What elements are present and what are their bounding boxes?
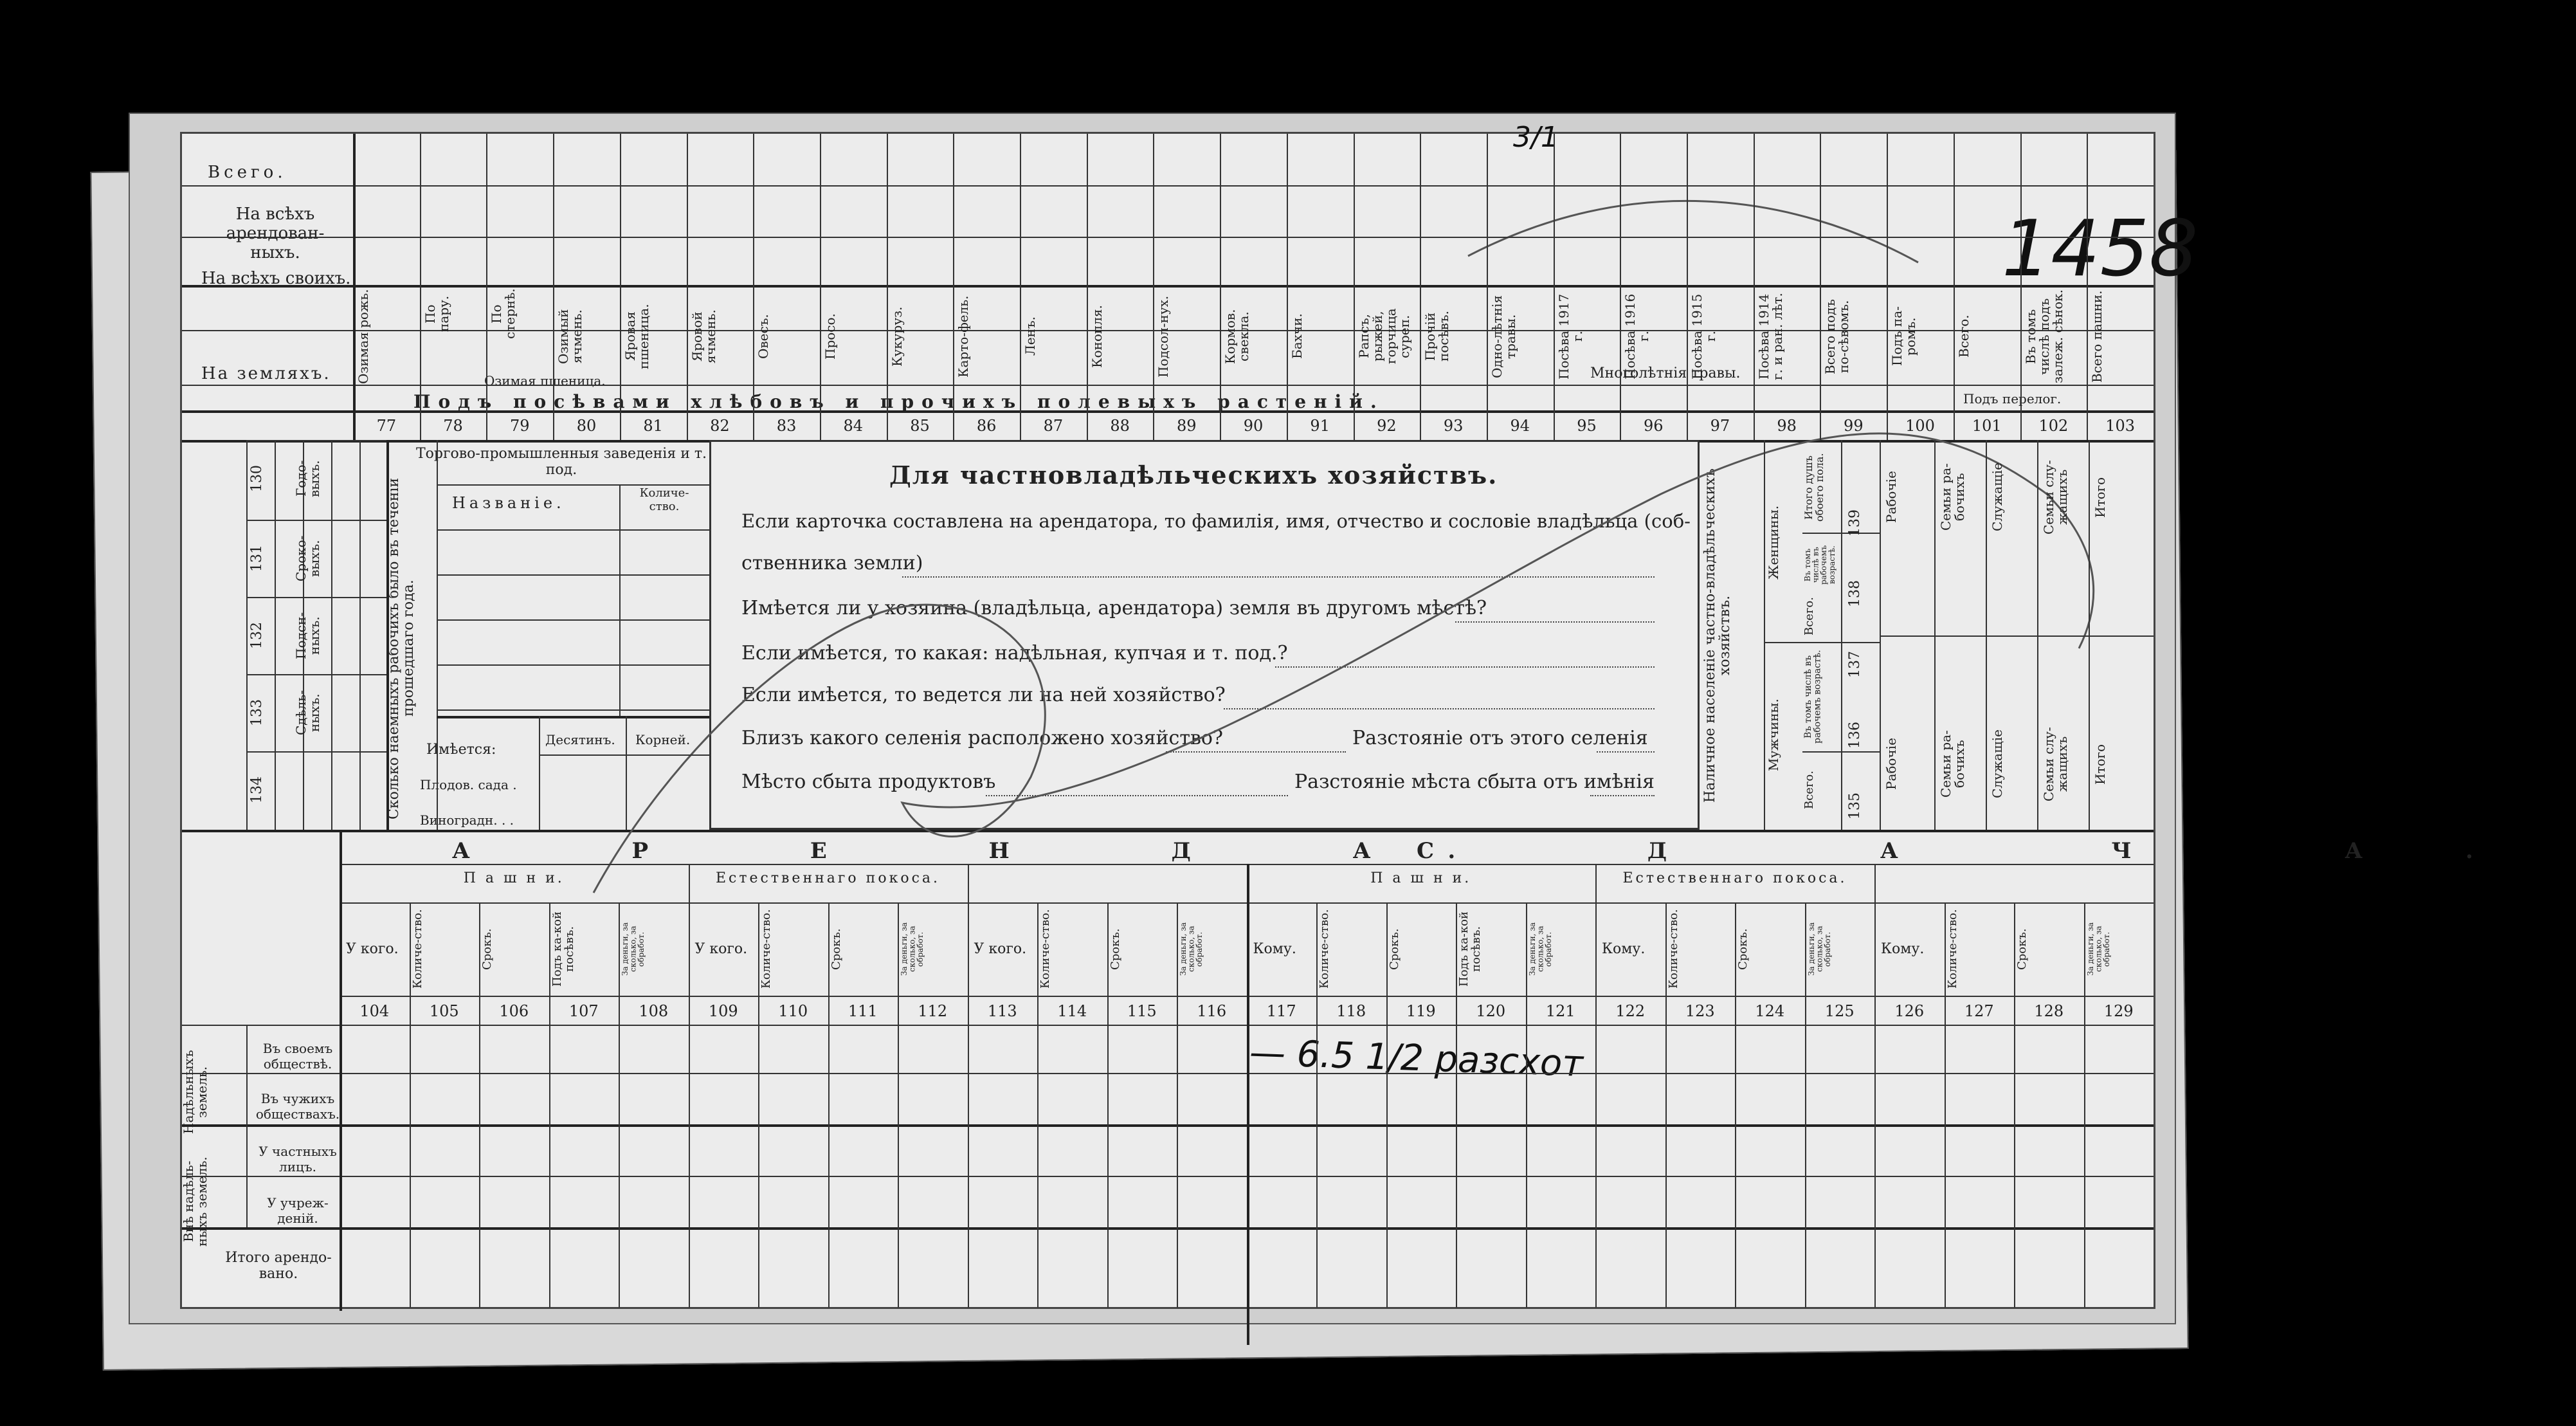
- grid-line: [182, 237, 2154, 238]
- right-col-label: Итого: [2092, 477, 2108, 518]
- row-vne-nadel: Внѣ надѣль-ныхъ земель.: [181, 1156, 210, 1247]
- grid-line: [1954, 134, 1955, 440]
- grid-line: [1880, 440, 1881, 830]
- right-col-label: Служащіе: [1990, 729, 2005, 799]
- bottom-col-number: 113: [987, 1002, 1017, 1020]
- private-q3: Если имѣется, то какая: надѣльная, купчая и т. под.?: [741, 642, 1288, 664]
- crop-number: 78: [443, 417, 463, 435]
- row-u-chastnyh: У частныхъ лицъ.: [259, 1144, 337, 1175]
- right-col-label: Итого: [2092, 744, 2108, 785]
- row-label-na-zemlyah: На земляхъ.: [201, 364, 331, 383]
- crop-label: Посѣва 1915 г.: [1689, 293, 1719, 379]
- bottom-col-head: За деньги, за сколько, за обработ.: [621, 922, 646, 976]
- crop-number: 86: [976, 417, 997, 435]
- crop-number: 103: [2105, 417, 2136, 435]
- grid-line: [1177, 902, 1178, 1308]
- crop-label: Всего подъ по-сѣвомъ.: [1822, 298, 1852, 374]
- population-number: 136: [1847, 722, 1863, 749]
- population-number: 135: [1847, 792, 1863, 819]
- grid-line: [687, 134, 688, 440]
- bottom-col-number: 116: [1197, 1002, 1227, 1020]
- bottom-col-head: Срокъ.: [1108, 928, 1122, 970]
- crop-number: 87: [1043, 417, 1064, 435]
- trade-title: Торгово-промышленныя заведенія и т. под.: [415, 446, 707, 478]
- crop-number: 99: [1844, 417, 1864, 435]
- grid-line: [1087, 134, 1088, 440]
- grid-line: [1554, 134, 1555, 440]
- bottom-col-number: 124: [1755, 1002, 1785, 1020]
- private-q5b: Разстояніе отъ этого селенія: [1352, 727, 1648, 749]
- bottom-col-head: У кого.: [694, 941, 748, 957]
- grid-line: [246, 440, 386, 441]
- grid-line: [1220, 134, 1221, 440]
- bottom-col-number: 112: [918, 1002, 948, 1020]
- private-q5: Близъ какого селенія расположено хозяйство?: [741, 727, 1223, 749]
- grid-line: [1620, 134, 1621, 440]
- trade-vinograd: Виноградн. . .: [420, 812, 514, 828]
- bottom-col-head: За деньги, за сколько, за обработ.: [1527, 922, 1553, 976]
- bottom-group-title: П а ш н и.: [1370, 870, 1472, 886]
- grid-line: [420, 134, 421, 440]
- bottom-col-head: Срокъ.: [829, 928, 843, 970]
- grid-line: [437, 484, 709, 486]
- grid-line: [437, 709, 709, 711]
- crop-label: Овесъ.: [756, 314, 772, 359]
- grid-line: [1764, 440, 1765, 830]
- right-col-label: Семьи слу-жащихъ: [2041, 727, 2070, 801]
- crop-label: Ленъ.: [1022, 316, 1039, 356]
- bottom-col-head: За деньги, за сколько, за обработ.: [900, 922, 925, 976]
- grid-line: [898, 902, 899, 1308]
- grid-line: [539, 716, 540, 830]
- crop-label: Яровая пшеница.: [622, 304, 651, 369]
- trade-korney: Корней.: [635, 732, 691, 747]
- grid-line: [753, 134, 754, 440]
- private-q1b: ственника земли): [741, 552, 923, 574]
- mid-left-label: [295, 758, 346, 822]
- bottom-col-number: 114: [1057, 1002, 1087, 1020]
- trade-name-col: Названіе.: [452, 494, 565, 512]
- crop-number: 77: [376, 417, 397, 435]
- stamp-small: 3/1: [1513, 121, 1559, 154]
- grid-line: [340, 830, 342, 1311]
- crop-number: 88: [1110, 417, 1130, 435]
- grid-line: [1934, 440, 1936, 830]
- grid-line: [2037, 440, 2038, 830]
- sdacha-title: С Д А Ч А.: [1417, 838, 2576, 864]
- crop-number: 83: [776, 417, 797, 435]
- population-women: Женщины.: [1766, 505, 1781, 580]
- bottom-col-head: У кого.: [974, 941, 1027, 957]
- bottom-col-head: Подъ ка-кой посѣвъ.: [1457, 911, 1483, 987]
- bottom-col-number: 126: [1894, 1002, 1925, 1020]
- right-col-label: Семьи ра-бочихъ: [1938, 730, 1967, 798]
- private-q2: Имѣется ли у хозяина (владѣльца, арендатора) земля въ другомъ мѣстѣ?: [741, 597, 1487, 619]
- grid-line: [1420, 134, 1421, 440]
- bottom-col-head: Количе-ство.: [759, 909, 773, 989]
- grid-line: [2020, 134, 2022, 440]
- bottom-group-title: Естественнаго покоса.: [715, 870, 940, 886]
- mid-left-number: 131: [249, 545, 265, 572]
- crop-number: 98: [1777, 417, 1797, 435]
- grid-line: [437, 440, 438, 830]
- crop-label: Конопля.: [1089, 305, 1105, 368]
- crop-number: 93: [1443, 417, 1464, 435]
- crop-label: По стернѣ.: [489, 288, 518, 340]
- grid-line: [1153, 134, 1154, 440]
- grid-line: [626, 716, 627, 830]
- crop-number: 94: [1510, 417, 1530, 435]
- right-col-label: Рабочіе: [1883, 738, 1899, 791]
- grid-line: [1687, 134, 1688, 440]
- mid-left-number: 130: [249, 465, 265, 492]
- crop-number: 84: [843, 417, 864, 435]
- grid-line: [1487, 134, 1488, 440]
- grid-line: [386, 440, 389, 830]
- bottom-col-number: 107: [568, 1002, 599, 1020]
- population-title: Наличное населеніе частно-владѣльческихъ хозяйствъ.: [1702, 468, 1734, 803]
- mid-left-label: Годо-выхъ.: [293, 460, 322, 497]
- mid-left-label: Подсн-ныхъ.: [293, 612, 322, 659]
- grid-line: [246, 440, 248, 830]
- trade-imeetsya: Имѣется:: [426, 742, 496, 758]
- crop-label: Бахчи.: [1289, 313, 1305, 360]
- bottom-col-number: 105: [429, 1002, 459, 1020]
- crop-label: Кормов. свекла.: [1222, 309, 1252, 364]
- bottom-col-number: 121: [1545, 1002, 1575, 1020]
- bottom-col-head: Срокъ.: [2015, 928, 2029, 970]
- arenda-title: А Р Е Н Д А.: [452, 838, 1533, 864]
- bottom-col-number: 122: [1615, 1002, 1646, 1020]
- crop-number: 82: [710, 417, 730, 435]
- crop-label: Посѣва 1916 г.: [1622, 293, 1652, 379]
- bottom-col-number: 123: [1685, 1002, 1715, 1020]
- bottom-col-number: 125: [1824, 1002, 1855, 1020]
- crop-number: 100: [1905, 417, 1935, 435]
- crop-label: Посѣва 1914 г. и ран. лѣт.: [1755, 293, 1785, 380]
- crop-label: Карто-фель.: [956, 295, 972, 378]
- bottom-col-head: За деньги, за сколько, за обработ.: [1179, 922, 1204, 976]
- trade-qty-col: Количе-ство.: [639, 486, 689, 513]
- grid-line: [437, 529, 709, 531]
- grid-line: [1841, 440, 1842, 830]
- grid-line: [182, 410, 2154, 413]
- grid-line: [182, 285, 2154, 288]
- crop-number: 97: [1710, 417, 1730, 435]
- grid-line: [353, 134, 356, 440]
- grid-line: [968, 864, 969, 1308]
- grid-line: [182, 1073, 2154, 1074]
- bottom-col-head: Кому.: [1253, 941, 1296, 957]
- grid-line: [437, 574, 709, 576]
- grid-line: [359, 440, 361, 830]
- grid-line: [1247, 864, 1249, 1345]
- private-q6: Мѣсто сбыта продуктовъ: [741, 771, 996, 793]
- grid-line: [246, 520, 386, 521]
- row-itogo: Итого арендо-вано.: [225, 1250, 332, 1282]
- grid-line: [820, 134, 821, 440]
- grid-line: [246, 674, 386, 675]
- grid-line: [1354, 134, 1355, 440]
- bottom-col-number: 120: [1476, 1002, 1506, 1020]
- grid-line: [1887, 134, 1888, 440]
- bottom-col-head: Кому.: [1602, 941, 1646, 957]
- crop-label: Всего пашни.: [2089, 290, 2105, 383]
- group-perelog: Подъ перелог.: [1963, 391, 2062, 407]
- grid-line: [437, 619, 709, 621]
- crop-label: Озимый ячмень.: [556, 309, 585, 364]
- mid-left-label: Сроко-выхъ.: [293, 535, 322, 581]
- row-label-vsego: Всего.: [208, 163, 287, 182]
- crop-number: 79: [509, 417, 530, 435]
- crop-number: 101: [1972, 417, 2002, 435]
- bottom-col-number: 109: [708, 1002, 738, 1020]
- grid-line: [246, 1025, 248, 1227]
- bottom-col-number: 128: [2034, 1002, 2064, 1020]
- bottom-col-number: 115: [1127, 1002, 1157, 1020]
- crop-label: Подсол-нух.: [1156, 295, 1172, 378]
- grid-line: [486, 134, 487, 440]
- bottom-col-head: Кому.: [1881, 941, 1925, 957]
- bottom-col-head: Срокъ.: [480, 928, 494, 970]
- grid-line: [246, 597, 386, 598]
- population-number: 137: [1847, 651, 1863, 678]
- crop-number: 95: [1577, 417, 1597, 435]
- grid-line: [246, 751, 386, 753]
- crop-number: 92: [1377, 417, 1397, 435]
- crop-number: 81: [643, 417, 663, 435]
- population-vsego: Всего.: [1802, 771, 1816, 809]
- mid-left-number: 134: [249, 776, 265, 803]
- crop-number: 89: [1177, 417, 1197, 435]
- grid-line: [182, 185, 2154, 187]
- row-v-svoem: Въ своемъ обществѣ.: [262, 1041, 333, 1072]
- crop-number: 96: [1643, 417, 1664, 435]
- bottom-group-title: Естественнаго покоса.: [1622, 870, 1847, 886]
- grid-line: [1287, 134, 1288, 440]
- grid-line: [182, 1124, 2154, 1127]
- bottom-col-head: Количе-ство.: [1039, 909, 1052, 989]
- crop-label: Кукуруз.: [889, 306, 905, 367]
- right-col-label: Семьи слу-жащихъ: [2041, 460, 2070, 535]
- bottom-col-number: 129: [2103, 1002, 2134, 1020]
- bottom-col-number: 119: [1406, 1002, 1436, 1020]
- bottom-group-title: П а ш н и.: [463, 870, 565, 886]
- bottom-col-head: Количе-ство.: [410, 909, 424, 989]
- bottom-col-head: Количе-ство.: [1318, 909, 1331, 989]
- group-mnogolet: Многолѣтнія травы.: [1590, 365, 1741, 381]
- crop-number: 90: [1243, 417, 1264, 435]
- grid-line: [182, 1025, 2154, 1026]
- crop-label: Въ томъ числѣ подъ залеж. сѣнок.: [2022, 289, 2065, 383]
- grid-line: [182, 1227, 2154, 1230]
- crop-label: По пару.: [422, 295, 451, 333]
- trade-sad: Плодов. сада .: [420, 777, 517, 792]
- population-men: Мужчины.: [1766, 699, 1781, 772]
- crop-label: Одно-лѣтнія травы.: [1489, 295, 1518, 378]
- grid-line: [1595, 864, 1597, 1308]
- crop-number: 80: [576, 417, 597, 435]
- private-q6b: Разстояніе мѣста сбыта отъ имѣнія: [1294, 771, 1655, 793]
- mid-left-number: 133: [249, 699, 265, 726]
- crop-label: Подъ па-ромъ.: [1889, 306, 1919, 367]
- bottom-col-number: 127: [1964, 1002, 1994, 1020]
- grid-line: [1020, 134, 1021, 440]
- crop-number: 91: [1310, 417, 1330, 435]
- grid-line: [619, 902, 620, 1308]
- grid-line: [1526, 902, 1527, 1308]
- bottom-col-number: 117: [1266, 1002, 1296, 1020]
- bottom-col-head: Количе-ство.: [1666, 909, 1680, 989]
- bottom-col-head: Срокъ.: [1736, 928, 1750, 970]
- grid-line: [1820, 134, 1821, 440]
- grid-line: [887, 134, 888, 440]
- private-title: Для частновладѣльческихъ хозяйствъ.: [889, 461, 1498, 489]
- grid-line: [2089, 440, 2090, 830]
- right-col-label: Рабочіе: [1883, 471, 1899, 524]
- crop-label: Прочій посѣвъ.: [1422, 311, 1452, 362]
- crop-label: Яровой ячмень.: [689, 309, 718, 363]
- crop-number: 102: [2038, 417, 2069, 435]
- population-itogo: Итого душъ обоего пола.: [1802, 453, 1826, 522]
- grid-line: [1874, 864, 1876, 1308]
- banner-posevy: Подъ посѣвами хлѣбовъ и прочихъ полевыхъ растеній.: [413, 391, 1384, 412]
- grid-line: [1764, 642, 1880, 643]
- grid-line: [1802, 751, 1880, 753]
- group-ozimaya: Озимая пшеница.: [484, 373, 606, 388]
- bottom-col-head: Срокъ.: [1387, 928, 1401, 970]
- grid-line: [1880, 635, 2154, 637]
- grid-line: [182, 1176, 2154, 1177]
- grid-line: [953, 134, 954, 440]
- grid-line: [1986, 440, 1987, 830]
- population-number: 139: [1847, 509, 1863, 536]
- grid-line: [1754, 134, 1755, 440]
- trade-desyatin: Десятинъ.: [545, 732, 615, 747]
- crop-label: Просо.: [822, 313, 838, 360]
- grid-line: [437, 716, 709, 718]
- crop-label: Рапсъ, рыжей, горчица суреп.: [1356, 308, 1412, 365]
- right-col-label: Служащіе: [1990, 462, 2005, 532]
- private-q1: Если карточка составлена на арендатора, то фамилія, имя, отчество и сословіе владѣльца (соб-: [741, 510, 1691, 532]
- crop-label: Посѣва 1917 г.: [1556, 293, 1585, 379]
- bottom-col-number: 118: [1336, 1002, 1366, 1020]
- bottom-col-number: 110: [778, 1002, 808, 1020]
- bottom-col-number: 108: [639, 1002, 669, 1020]
- population-v-tom: Въ томъ числѣ въ рабочемъ возрастѣ.: [1803, 650, 1823, 744]
- bottom-col-number: 111: [848, 1002, 878, 1020]
- row-label-arendovannyh: На всѣхъ арендован-ныхъ.: [226, 205, 325, 262]
- bottom-col-head: За деньги, за сколько, за обработ.: [1806, 922, 1832, 976]
- private-q4: Если имѣется, то ведется ли на ней хозяйство?: [741, 684, 1226, 706]
- bottom-col-number: 104: [359, 1002, 390, 1020]
- handwritten-entry: — 6.5 1/2 разсхот: [1249, 1031, 1584, 1086]
- population-vsego: Всего.: [1802, 597, 1816, 635]
- grid-line: [553, 134, 554, 440]
- bottom-col-head: Подъ ка-кой посѣвъ.: [550, 911, 576, 987]
- crop-number: 85: [910, 417, 930, 435]
- grid-line: [437, 664, 709, 666]
- bottom-col-head: У кого.: [346, 941, 399, 957]
- hired-workers-label: Сколько наемныхъ рабочихъ было въ теченіи прошедшаго года.: [386, 477, 417, 819]
- row-v-chuzhih: Въ чужихъ обществахъ.: [255, 1091, 340, 1122]
- grid-line: [689, 864, 690, 1308]
- grid-line: [620, 134, 621, 440]
- right-col-label: Семьи ра-бочихъ: [1938, 463, 1967, 531]
- bottom-col-head: За деньги, за сколько, за обработ.: [2085, 922, 2111, 976]
- mid-left-number: 132: [249, 622, 265, 649]
- mid-left-label: Сдѣль-ныхъ.: [293, 690, 322, 736]
- grid-line: [182, 385, 2154, 386]
- bottom-col-head: Количе-ство.: [1945, 909, 1959, 989]
- grid-line: [539, 754, 709, 756]
- grid-line: [619, 484, 621, 716]
- crop-label: Озимая рожь.: [356, 289, 371, 384]
- population-number: 138: [1847, 580, 1863, 607]
- row-label-svoih: На всѣхъ своихъ.: [201, 269, 351, 288]
- grid-line: [2084, 902, 2085, 1308]
- bottom-col-number: 106: [499, 1002, 529, 1020]
- population-v-tom: Въ томъ числѣ въ рабочемъ возрастѣ.: [1803, 545, 1837, 585]
- grid-line: [1805, 902, 1806, 1308]
- grid-line: [2087, 134, 2088, 440]
- census-card: [180, 121, 2576, 1309]
- row-nadel: Надѣльныхъ земель.: [181, 1050, 210, 1135]
- row-u-uchrezh: У учреж-деній.: [267, 1195, 329, 1226]
- stamp-number: 1458: [2002, 205, 2199, 294]
- crop-label: Всего.: [1955, 315, 1972, 358]
